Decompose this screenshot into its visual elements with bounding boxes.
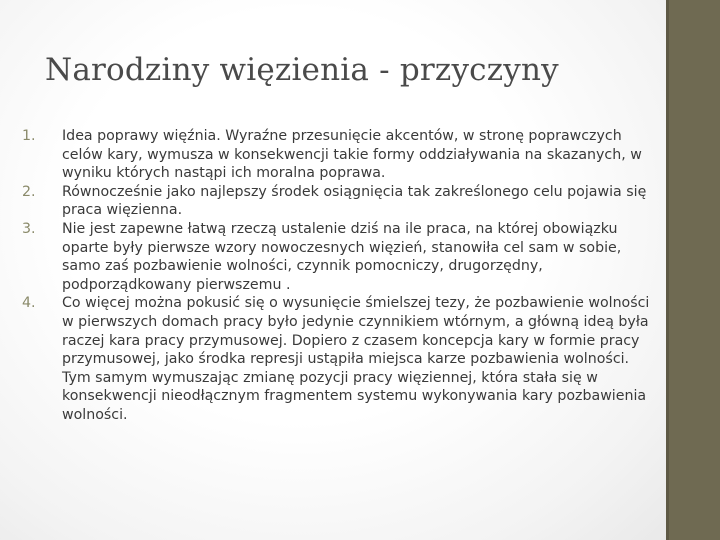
- numbered-list: [22, 127, 662, 425]
- decorative-sidebar: [666, 0, 720, 540]
- sidebar-divider: [666, 0, 669, 540]
- list-item-number: 4.: [22, 295, 36, 312]
- list-item-text: Co więcej można pokusić się o wysunięcie śmielszej tezy, że pozbawienie wolności w pierwszych domach pracy było jedynie czynnikiem wtórnym, a główną ideą była raczej kara pracy przymusowej. Dopiero z czasem koncepcja kary w formie pracy przymusowej, jako środka represji ustąpiła miejsca karze pozbawienia wolności. Tym samym wymuszając zmianę pozycji pracy więziennej, która stała się w konsekwencji nieodłącznym fragmentem systemu wykonywania kary pozbawienia wolności.: [62, 295, 650, 423]
- list-item: [22, 220, 662, 294]
- list-item-text: Nie jest zapewne łatwą rzeczą ustalenie dziś na ile praca, na której obowiązku oparte były pierwsze wzory nowoczesnych więzień, stanowiła cel sam w sobie, samo zaś pozbawienie wolności, czynnik pomocniczy, drugorzędny, podporządkowany pierwszemu .: [62, 220, 622, 293]
- list-item-number: 3.: [22, 220, 36, 237]
- list-item-number: 2.: [22, 183, 36, 200]
- list-item: [22, 183, 662, 220]
- list-item: [22, 127, 662, 183]
- list-item-text: Równocześnie jako najlepszy środek osiągnięcia tak zakreślonego celu pojawia się praca więzienna.: [62, 183, 647, 219]
- list-item: [22, 294, 662, 424]
- list-item-number: 1.: [22, 128, 36, 144]
- slide-title: Narodziny więzienia - przyczyny: [45, 52, 559, 88]
- list-item-text: Idea poprawy więźnia. Wyraźne przesunięcie akcentów, w stronę poprawczych celów kary, wymusza w konsekwencji takie formy oddziaływania na skazanych, w wyniku których nastąpi ich moralna poprawa.: [62, 128, 642, 182]
